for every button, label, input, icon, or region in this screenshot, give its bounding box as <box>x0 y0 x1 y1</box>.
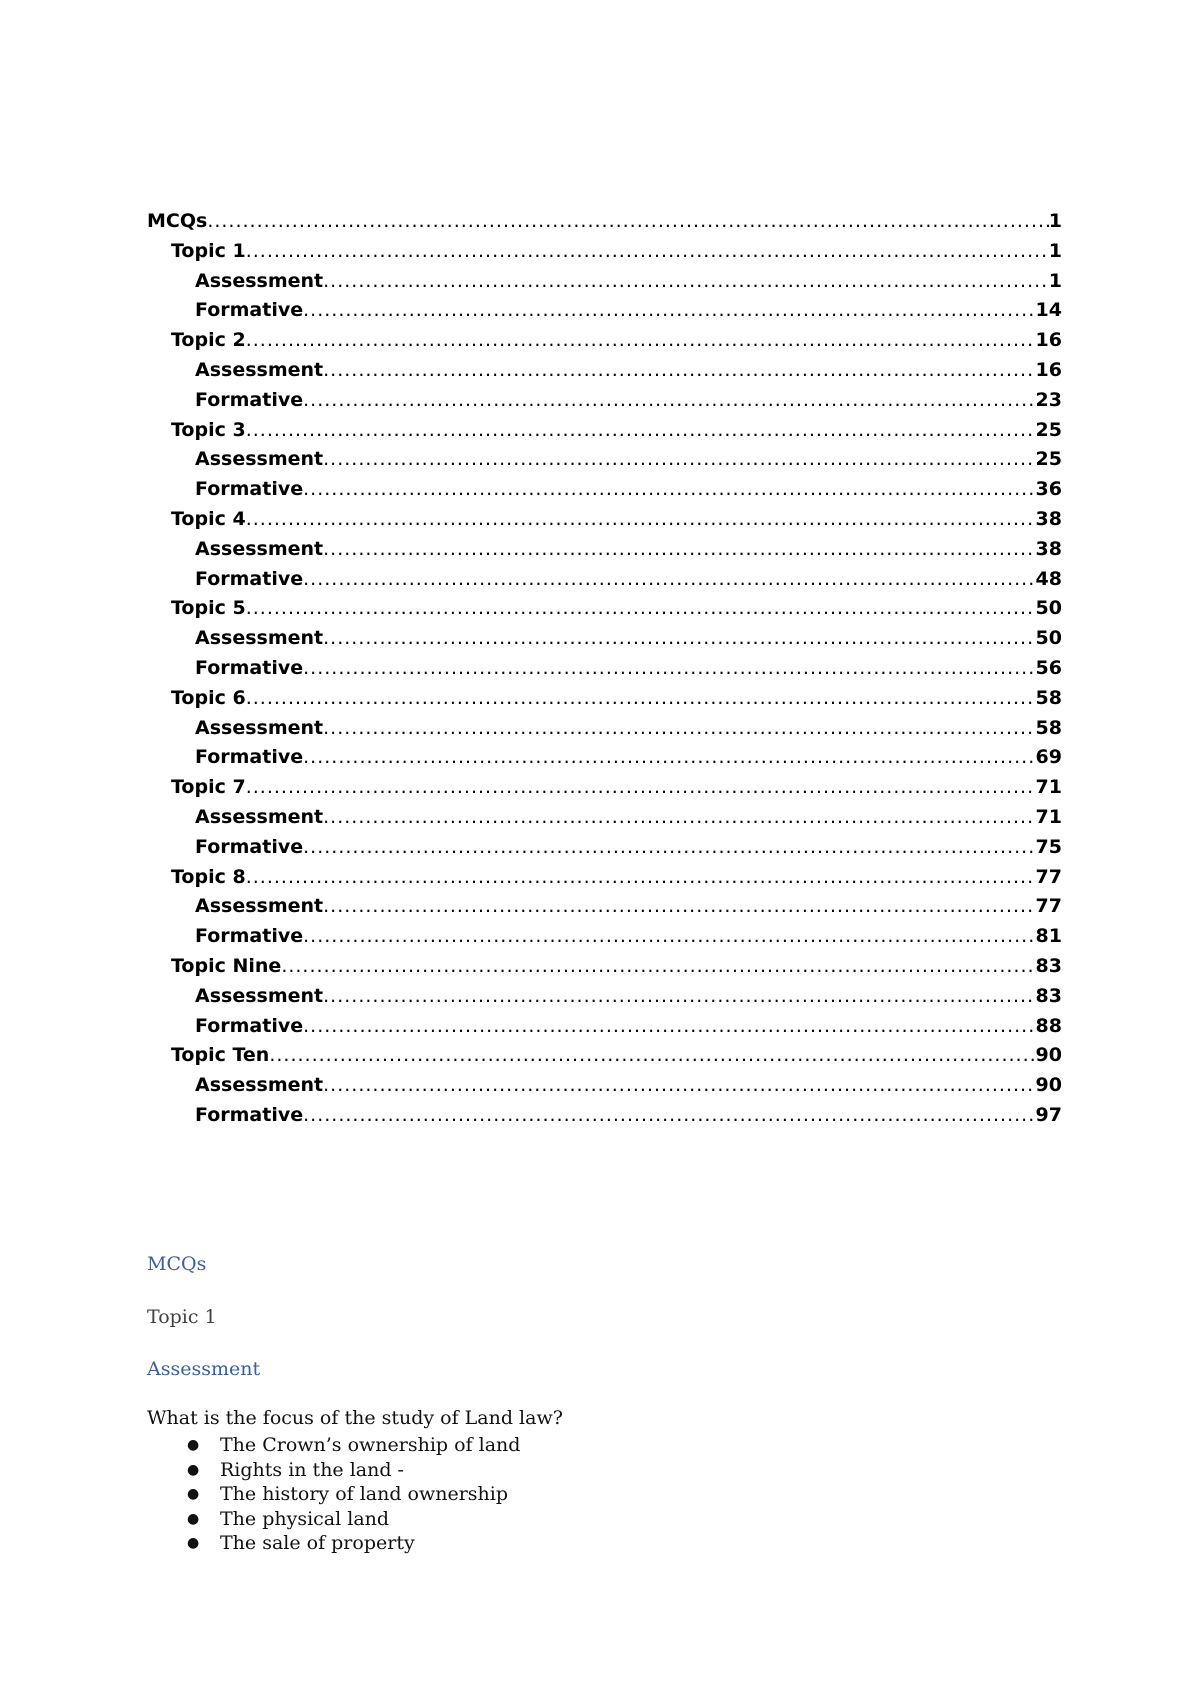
toc-leader-dots <box>303 833 1035 863</box>
toc-page-number: 38 <box>1035 537 1062 560</box>
toc-entry-label: Topic Ten <box>171 1044 270 1067</box>
toc-leader-dots <box>323 892 1035 922</box>
toc-entry-label: Assessment <box>195 895 324 918</box>
toc-entry-label: Formative <box>195 1014 304 1037</box>
toc-page-number: 25 <box>1035 448 1062 471</box>
toc-leader-dots <box>303 296 1035 326</box>
toc-entry[interactable] <box>147 594 1062 624</box>
toc-entry-label: Assessment <box>195 984 324 1007</box>
toc-entry[interactable] <box>147 1101 1062 1131</box>
toc-entry[interactable] <box>147 386 1062 416</box>
toc-leader-dots <box>323 1071 1035 1101</box>
toc-entry-label: Formative <box>195 478 304 501</box>
toc-page-number: 14 <box>1035 299 1062 322</box>
list-item <box>147 1482 520 1507</box>
toc-page-number: 83 <box>1035 954 1062 977</box>
answer-options-list <box>147 1433 520 1556</box>
toc-page-number: 90 <box>1035 1074 1062 1097</box>
toc-entry[interactable] <box>147 505 1062 535</box>
toc-leader-dots <box>303 922 1035 952</box>
toc-entry-label: Formative <box>195 388 304 411</box>
toc-entry[interactable] <box>147 624 1062 654</box>
toc-page-number: 50 <box>1035 597 1062 620</box>
list-item <box>147 1531 520 1556</box>
toc-page-number: 56 <box>1035 656 1062 679</box>
toc-leader-dots <box>246 594 1036 624</box>
toc-page-number: 71 <box>1035 805 1062 828</box>
heading-assessment: Assessment <box>147 1358 261 1380</box>
option-text: Rights in the land - <box>220 1458 404 1481</box>
toc-entry[interactable] <box>147 833 1062 863</box>
toc-entry-label: Topic 1 <box>171 239 246 262</box>
toc-entry-label: Assessment <box>195 537 324 560</box>
toc-page-number: 71 <box>1035 776 1062 799</box>
toc-page-number: 69 <box>1035 746 1062 769</box>
toc-page-number: 16 <box>1035 329 1062 352</box>
toc-leader-dots <box>323 267 1049 297</box>
toc-leader-dots <box>269 1041 1035 1071</box>
bullet-icon: ● <box>187 1486 200 1503</box>
toc-entry[interactable] <box>147 654 1062 684</box>
toc-entry-label: Topic 8 <box>171 865 246 888</box>
toc-entry[interactable] <box>147 565 1062 595</box>
toc-entry-label: Assessment <box>195 805 324 828</box>
toc-page-number: 90 <box>1035 1044 1062 1067</box>
toc-entry-label: Formative <box>195 567 304 590</box>
toc-entry[interactable] <box>147 535 1062 565</box>
list-item <box>147 1507 520 1532</box>
toc-page-number: 81 <box>1035 925 1062 948</box>
toc-page-number: 48 <box>1035 567 1062 590</box>
toc-entry-label: MCQs <box>147 210 208 232</box>
toc-leader-dots <box>303 565 1035 595</box>
toc-entry-label: Topic 3 <box>171 418 246 441</box>
toc-leader-dots <box>303 1012 1035 1042</box>
toc-page-number: 25 <box>1035 418 1062 441</box>
toc-leader-dots <box>303 1101 1035 1131</box>
toc-page-number: 77 <box>1035 865 1062 888</box>
toc-entry[interactable] <box>147 237 1062 267</box>
toc-entry[interactable] <box>147 1041 1062 1071</box>
toc-entry-label: Topic 6 <box>171 686 246 709</box>
toc-entry[interactable] <box>147 803 1062 833</box>
toc-entry[interactable] <box>147 445 1062 475</box>
toc-leader-dots <box>246 684 1036 714</box>
toc-page-number: 77 <box>1035 895 1062 918</box>
toc-entry-label: Formative <box>195 835 304 858</box>
list-item <box>147 1433 520 1458</box>
toc-entry[interactable] <box>147 922 1062 952</box>
toc-entry-label: Formative <box>195 299 304 322</box>
toc-entry[interactable] <box>147 773 1062 803</box>
toc-leader-dots <box>323 624 1035 654</box>
toc-entry-label: Topic 5 <box>171 597 246 620</box>
toc-page-number: 38 <box>1035 507 1062 530</box>
toc-page-number: 75 <box>1035 835 1062 858</box>
toc-leader-dots <box>323 445 1035 475</box>
toc-entry-label: Formative <box>195 746 304 769</box>
option-text: The history of land ownership <box>220 1483 509 1506</box>
toc-entry[interactable] <box>147 267 1062 297</box>
toc-entry[interactable] <box>147 416 1062 446</box>
toc-leader-dots <box>323 356 1035 386</box>
list-item <box>147 1458 520 1483</box>
toc-entry-label: Assessment <box>195 448 324 471</box>
toc-entry[interactable] <box>147 952 1062 982</box>
toc-entry[interactable] <box>147 714 1062 744</box>
toc-leader-dots <box>303 654 1035 684</box>
bullet-icon: ● <box>187 1510 200 1527</box>
toc-entry[interactable] <box>147 863 1062 893</box>
toc-leader-dots <box>246 863 1036 893</box>
toc-entry-label: Assessment <box>195 269 324 292</box>
toc-entry-label: Formative <box>195 1103 304 1126</box>
toc-leader-dots <box>246 773 1036 803</box>
bullet-icon: ● <box>187 1461 200 1478</box>
option-text: The sale of property <box>220 1532 415 1555</box>
toc-leader-dots <box>323 714 1035 744</box>
toc-entry[interactable] <box>147 982 1062 1012</box>
toc-entry[interactable] <box>147 326 1062 356</box>
toc-entry[interactable] <box>147 296 1062 326</box>
toc-entry-label: Topic Nine <box>171 954 282 977</box>
toc-leader-dots <box>246 505 1036 535</box>
toc-leader-dots <box>323 535 1035 565</box>
toc-entry[interactable] <box>147 743 1062 773</box>
toc-entry[interactable] <box>147 1012 1062 1042</box>
toc-leader-dots <box>323 982 1035 1012</box>
toc-page-number: 97 <box>1035 1103 1062 1126</box>
toc-leader-dots <box>207 207 1048 237</box>
toc-page-number: 83 <box>1035 984 1062 1007</box>
toc-page-number: 50 <box>1035 627 1062 650</box>
toc-entry-label: Topic 7 <box>171 776 246 799</box>
toc-leader-dots <box>323 803 1035 833</box>
toc-entry-label: Assessment <box>195 627 324 650</box>
toc-entry-label: Assessment <box>195 358 324 381</box>
toc-entry[interactable] <box>147 1071 1062 1101</box>
toc-leader-dots <box>246 416 1036 446</box>
bullet-icon: ● <box>187 1535 200 1552</box>
toc-page-number: 58 <box>1035 686 1062 709</box>
toc-leader-dots <box>303 475 1035 505</box>
toc-leader-dots <box>303 386 1035 416</box>
heading-mcqs: MCQs <box>147 1253 207 1275</box>
toc-entry-label: Assessment <box>195 716 324 739</box>
option-text: The Crown’s ownership of land <box>220 1434 521 1456</box>
toc-page-number: 23 <box>1035 388 1062 411</box>
toc-entry-label: Topic 2 <box>171 329 246 352</box>
toc-leader-dots <box>281 952 1035 982</box>
toc-page-number: 36 <box>1035 478 1062 501</box>
toc-page-number: 1 <box>1048 269 1062 292</box>
toc-leader-dots <box>246 237 1049 267</box>
toc-entry-label: Formative <box>195 656 304 679</box>
heading-topic-1: Topic 1 <box>147 1306 217 1328</box>
toc-entry[interactable] <box>147 207 1062 237</box>
toc-leader-dots <box>303 743 1035 773</box>
toc-entry-label: Formative <box>195 925 304 948</box>
toc-entry[interactable] <box>147 475 1062 505</box>
toc-entry-label: Topic 4 <box>171 507 246 530</box>
toc-page-number: 1 <box>1048 239 1062 262</box>
toc-page-number: 16 <box>1035 358 1062 381</box>
toc-entry[interactable] <box>147 356 1062 386</box>
toc-entry[interactable] <box>147 892 1062 922</box>
toc-page-number: 58 <box>1035 716 1062 739</box>
toc-entry[interactable] <box>147 684 1062 714</box>
bullet-icon: ● <box>187 1437 200 1453</box>
option-text: The physical land <box>220 1507 390 1530</box>
toc-page-number: 1 <box>1048 210 1062 232</box>
toc-page-number: 88 <box>1035 1014 1062 1037</box>
toc-entry-label: Assessment <box>195 1074 324 1097</box>
table-of-contents <box>147 207 1062 1131</box>
question-text: What is the focus of the study of Land law? <box>147 1407 563 1429</box>
toc-leader-dots <box>246 326 1036 356</box>
